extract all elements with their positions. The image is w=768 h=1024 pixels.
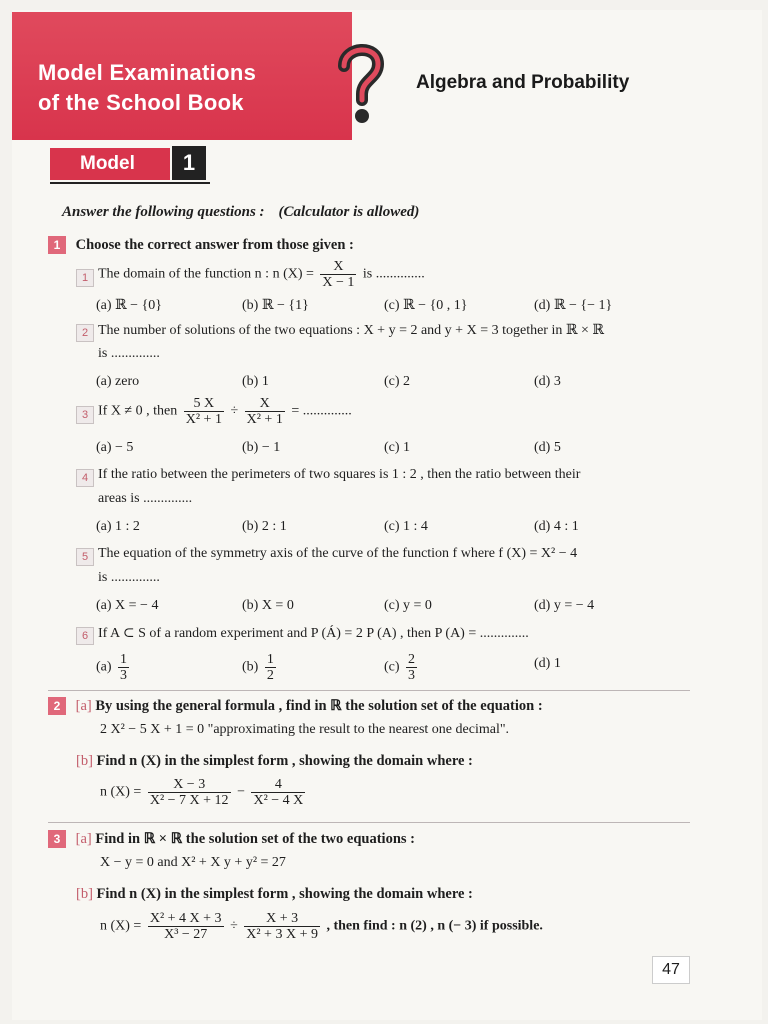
expression-operator: − (237, 784, 245, 800)
q1-item4-line1: If the ratio between the perimeters of two squares is 1 : 2 , then the ratio between their (98, 467, 581, 482)
q1-item6-line1: If A ⊂ S of a random experiment and P (Á) = 2 P (A) , then P (A) = .............. (98, 626, 529, 641)
q3-b-fraction-2 (244, 911, 320, 942)
banner-line-1: Model Examinations (38, 60, 257, 85)
q1-item1-suffix: is .............. (362, 266, 425, 282)
q2-b-fraction-1 (148, 777, 231, 808)
q1-item2-option-d: (d) 3 (534, 374, 561, 389)
q1-item4-option-c: (c) 1 : 4 (384, 519, 428, 534)
fraction-numerator: 4 (274, 777, 282, 792)
fraction-denominator: 3 (408, 668, 416, 683)
model-number: 1 (172, 146, 206, 180)
q1-item6-option-a (96, 652, 132, 683)
option-label: (a) (96, 659, 112, 675)
q1-item2-badge: 2 (76, 324, 94, 342)
q1-item3-suffix: = .............. (291, 403, 352, 419)
q1-item4-badge: 4 (76, 469, 94, 487)
q2-a-equation: 2 X² − 5 X + 1 = 0 "approximating the result to the nearest one decimal". (100, 722, 510, 737)
q1-item6-option-c (384, 652, 420, 683)
section-divider (48, 822, 690, 823)
q2-a-label: [a] (75, 698, 92, 714)
option-fraction (118, 652, 129, 683)
q2-b-heading (76, 753, 473, 770)
q1-item5-badge: 5 (76, 548, 94, 566)
q3-b-expression (100, 911, 543, 942)
q2-b-label: [b] (76, 753, 93, 769)
q1-item3-fraction-1 (184, 396, 224, 427)
fraction-numerator: X − 3 (173, 777, 206, 792)
instructions-text: Answer the following questions : (62, 204, 265, 220)
q1-item3-fraction-2 (245, 396, 285, 427)
q1-item5-option-a: (a) X = − 4 (96, 598, 159, 613)
q1-item6-badge: 6 (76, 627, 94, 645)
fraction-denominator: 2 (266, 668, 274, 683)
fraction-denominator: X² − 7 X + 12 (149, 793, 229, 808)
q1-item4-option-d: (d) 4 : 1 (534, 519, 579, 534)
fraction-numerator: 1 (266, 652, 274, 667)
section-divider (48, 690, 690, 691)
expression-operator: ÷ (230, 918, 238, 934)
fraction-denominator: 3 (120, 668, 128, 683)
q1-item2-option-c: (c) 2 (384, 374, 411, 389)
q1-item3-text (98, 396, 352, 427)
q1-item3-option-d: (d) 5 (534, 440, 561, 455)
model-underline (50, 182, 210, 184)
q1-item2-line1: The number of solutions of the two equations : X + y = 2 and y + X = 3 together in ℝ × ℝ (98, 323, 605, 338)
fraction-denominator: X² − 4 X (253, 793, 304, 808)
q3-b-tail: , then find : n (2) , n (− 3) if possible. (326, 918, 543, 934)
q1-item5-line2: is .............. (98, 570, 160, 585)
q2-b-expression (100, 777, 308, 808)
model-label: Model (50, 148, 170, 180)
fraction-denominator: X³ − 27 (148, 926, 224, 942)
q2-b-text: Find n (X) in the simplest form , showing the domain where : (96, 753, 473, 769)
banner-title (38, 58, 256, 118)
fraction-denominator: X² + 3 X + 9 (246, 927, 318, 942)
q1-item3-operator: ÷ (230, 403, 239, 419)
q1-item2-line2: is .............. (98, 346, 160, 361)
instructions-note: (Calculator is allowed) (278, 204, 420, 220)
fraction-numerator: 1 (120, 652, 128, 667)
q1-item3-option-c: (c) 1 (384, 440, 411, 455)
q1-item1-option-c: (c) ℝ − {0 , 1} (384, 298, 468, 313)
q1-item2-option-b: (b) 1 (242, 374, 269, 389)
option-fraction (406, 652, 417, 683)
q1-item4-option-a: (a) 1 : 2 (96, 519, 140, 534)
q1-item1-prefix: The domain of the function n : n (X) = (98, 266, 314, 282)
fraction-denominator: X² + 1 (185, 412, 222, 427)
q1-item3-option-a: (a) − 5 (96, 440, 134, 455)
option-label: (c) (384, 659, 400, 675)
q1-item3-option-b: (b) − 1 (242, 440, 281, 455)
q3-a-heading (48, 830, 415, 848)
q1-item4-line2: areas is .............. (98, 491, 193, 506)
fraction-numerator: X² + 4 X + 3 (149, 911, 222, 926)
instructions (62, 204, 419, 221)
q2-a-text: By using the general formula , find in ℝ the solution set of the equation : (95, 698, 543, 714)
q1-item3-prefix: If X ≠ 0 , then (98, 403, 178, 419)
q3-a-equation: X − y = 0 and X² + X y + y² = 27 (100, 855, 286, 870)
q3-b-text: Find n (X) in the simplest form , showing the domain where : (96, 886, 473, 902)
fraction-denominator: X² + 1 (246, 412, 283, 427)
q1-item1-badge: 1 (76, 269, 94, 287)
fraction-numerator: 5 X (193, 396, 215, 411)
q1-item5-line1: The equation of the symmetry axis of the curve of the function f where f (X) = X² − 4 (98, 546, 578, 561)
fraction-numerator: X (259, 396, 270, 411)
q1-item2-option-a: (a) zero (96, 374, 140, 389)
q1-item5-option-d: (d) y = − 4 (534, 598, 595, 613)
fraction-denominator: X − 1 (322, 275, 355, 290)
q2-number-badge: 2 (48, 697, 66, 715)
expression-lhs: n (X) = (100, 918, 142, 934)
q1-item5-option-c: (c) y = 0 (384, 598, 432, 613)
q1-number-badge: 1 (48, 236, 66, 254)
q1-item1-option-a: (a) ℝ − {0} (96, 298, 163, 313)
q1-item4-option-b: (b) 2 : 1 (242, 519, 287, 534)
q3-b-fraction-1 (148, 911, 224, 942)
q1-item1-option-d: (d) ℝ − {− 1} (534, 298, 613, 313)
q3-b-label: [b] (76, 886, 93, 902)
fraction-numerator: X (333, 259, 344, 274)
q3-a-label: [a] (75, 831, 92, 847)
page-number: 47 (652, 956, 690, 984)
question-mark-icon (330, 38, 390, 128)
option-label: (b) (242, 659, 259, 675)
q1-item1-fraction (320, 259, 356, 290)
q2-a-heading (48, 697, 543, 715)
option-fraction (265, 652, 276, 683)
expression-lhs: n (X) = (100, 784, 142, 800)
q1-item3-badge: 3 (76, 406, 94, 424)
q3-a-text: Find in ℝ × ℝ the solution set of the two equations : (95, 831, 415, 847)
q1-item1-text (98, 259, 425, 290)
q3-number-badge: 3 (48, 830, 66, 848)
q3-b-heading (76, 886, 473, 903)
q1-heading (48, 236, 354, 254)
banner-line-2: of the School Book (38, 90, 244, 115)
subject-title: Algebra and Probability (416, 72, 630, 93)
fraction-numerator: X + 3 (266, 911, 299, 926)
q1-item1-option-b: (b) ℝ − {1} (242, 298, 309, 313)
q1-title: Choose the correct answer from those given : (75, 237, 354, 253)
fraction-numerator: 2 (408, 652, 416, 667)
q1-item5-option-b: (b) X = 0 (242, 598, 294, 613)
q1-item6-option-b (242, 652, 279, 683)
q1-item6-option-d: (d) 1 (534, 656, 561, 671)
q2-b-fraction-2 (251, 777, 305, 808)
